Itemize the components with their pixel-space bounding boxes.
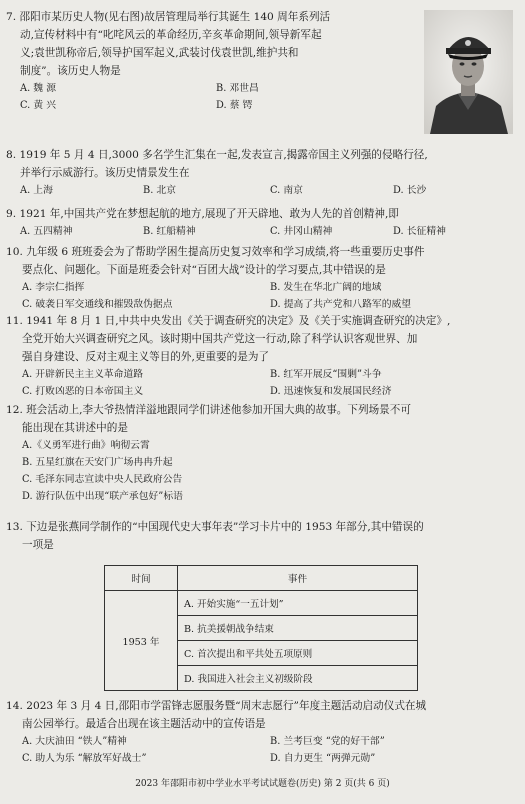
option-b[interactable]: B. 五星红旗在天安门广场冉冉升起 bbox=[22, 457, 173, 468]
question-7-options bbox=[6, 80, 426, 114]
option-c[interactable]: C. 南京 bbox=[270, 185, 303, 196]
question-11-line: 强自身建设、反对主观主义等目的外,更重要的是为了 bbox=[22, 351, 270, 363]
option-a[interactable]: A. 开辟新民主主义革命道路 bbox=[22, 369, 144, 380]
question-13-line: 13. 下边是张燕同学制作的“中国现代史大事年表”学习卡片中的 1953 年部分,其中错误的 bbox=[6, 521, 424, 533]
option-c[interactable]: C. 破袭日军交通线和摧毁敌伪据点 bbox=[22, 299, 173, 310]
question-7-line: 制度”。该历史人物是 bbox=[20, 65, 121, 77]
option-b[interactable]: B. 红船精神 bbox=[143, 226, 196, 237]
question-14-line: 南公园举行。最适合出现在该主题活动中的宣传语是 bbox=[22, 718, 266, 730]
table-header-time: 时间 bbox=[105, 566, 178, 591]
table-cell-event[interactable]: A. 开始实施“一五计划” bbox=[178, 591, 418, 616]
question-10 bbox=[6, 243, 521, 313]
option-c[interactable]: C. 毛泽东同志宣读中央人民政府公告 bbox=[22, 474, 183, 485]
question-12-line: 12. 班会活动上,李大爷热情洋溢地跟同学们讲述他参加开国大典的故事。下列场景不可 bbox=[6, 404, 411, 416]
historical-figure-portrait bbox=[424, 10, 513, 134]
page-footer: 2023 年邵阳市初中学业水平考试试题卷(历史) 第 2 页(共 6 页) bbox=[135, 779, 390, 789]
option-b[interactable]: B. 兰考巨变 “党的好干部” bbox=[270, 736, 385, 747]
question-14-line: 14. 2023 年 3 月 4 日,邵阳市学雷锋志愿服务暨“周末志愿行”年度主题活动启动仪式在城 bbox=[6, 700, 427, 712]
table-cell-event[interactable]: B. 抗美援朝战争结束 bbox=[178, 616, 418, 641]
option-a[interactable]: A.《义勇军进行曲》响彻云霄 bbox=[22, 440, 150, 451]
option-b[interactable]: B. 北京 bbox=[143, 185, 177, 196]
option-d[interactable]: D. 游行队伍中出现“联产承包好”标语 bbox=[22, 491, 183, 502]
option-b[interactable]: B. 红军开展反“围剿”斗争 bbox=[270, 369, 382, 380]
question-9-options bbox=[6, 223, 521, 240]
question-7-line: 义;袁世凯称帝后,领导护国军起义,武装讨伐袁世凯,维护共和 bbox=[20, 47, 299, 59]
option-d[interactable]: D. 蔡 锷 bbox=[216, 100, 253, 111]
table-cell-event[interactable]: D. 我国进入社会主义初级阶段 bbox=[178, 666, 418, 691]
question-12-line: 能出现在其讲述中的是 bbox=[22, 422, 128, 434]
option-c[interactable]: C. 井冈山精神 bbox=[270, 226, 333, 237]
question-9-line: 9. 1921 年,中国共产党在梦想起航的地方,展现了开天辟地、敢为人先的首创精神,即 bbox=[6, 208, 399, 220]
option-b[interactable]: B. 邓世昌 bbox=[216, 83, 259, 94]
option-b[interactable]: B. 发生在华北广阔的地域 bbox=[270, 282, 382, 293]
option-a[interactable]: A. 上海 bbox=[20, 185, 53, 196]
question-11-line: 全党开始大兴调查研究之风。该时期中国共产党这一行动,除了科学认识客观世界、加 bbox=[22, 333, 418, 345]
question-9 bbox=[6, 205, 521, 240]
option-a[interactable]: A. 李宗仁指挥 bbox=[22, 282, 85, 293]
chronology-table bbox=[104, 565, 418, 691]
table-header-event: 事件 bbox=[178, 566, 418, 591]
question-8 bbox=[6, 146, 521, 199]
question-11-line: 11. 1941 年 8 月 1 日,中共中央发出《关于调查研究的决定》及《关于实施调查研究的决定》, bbox=[6, 315, 451, 327]
option-c[interactable]: C. 黄 兴 bbox=[20, 100, 57, 111]
question-8-line: 并举行示威游行。该历史情景发生在 bbox=[20, 167, 190, 179]
portrait-image bbox=[424, 10, 513, 134]
option-c[interactable]: C. 打败凶恶的日本帝国主义 bbox=[22, 386, 144, 397]
table-header-row bbox=[105, 566, 418, 591]
option-d[interactable]: D. 迅速恢复和发展国民经济 bbox=[270, 386, 392, 397]
question-12-options bbox=[6, 437, 521, 505]
question-11 bbox=[6, 312, 521, 400]
option-a[interactable]: A. 五四精神 bbox=[20, 226, 73, 237]
question-10-line: 要点化、问题化。下面是班委会针对“百团大战”设计的学习要点,其中错误的是 bbox=[22, 264, 386, 276]
question-7-line: 7. 邵阳市某历史人物(见右图)故居管理局举行其诞生 140 周年系列活 bbox=[6, 11, 331, 23]
question-14-options bbox=[6, 733, 521, 767]
option-d[interactable]: D. 长征精神 bbox=[393, 226, 446, 237]
question-8-options bbox=[6, 182, 521, 199]
question-14 bbox=[6, 697, 521, 767]
question-11-options bbox=[6, 366, 521, 400]
option-d[interactable]: D. 提高了共产党和八路军的威望 bbox=[270, 299, 412, 310]
question-7 bbox=[6, 8, 426, 114]
table-cell-event[interactable]: C. 首次提出和平共处五项原则 bbox=[178, 641, 418, 666]
question-8-line: 8. 1919 年 5 月 4 日,3000 多名学生汇集在一起,发表宣言,揭露帝国主义列强的侵略行径, bbox=[6, 149, 428, 161]
question-13-line: 一项是 bbox=[22, 539, 54, 551]
option-a[interactable]: A. 大庆油田 “铁人”精神 bbox=[22, 736, 127, 747]
question-12 bbox=[6, 401, 521, 505]
question-10-line: 10. 九年级 6 班班委会为了帮助学困生提高历史复习效率和学习成绩,将一些重要历史事件 bbox=[6, 246, 425, 258]
option-c[interactable]: C. 助人为乐 “解放军好战士” bbox=[22, 753, 147, 764]
option-a[interactable]: A. 魏 源 bbox=[20, 83, 57, 94]
option-d[interactable]: D. 长沙 bbox=[393, 185, 427, 196]
question-13 bbox=[6, 518, 521, 554]
question-10-options bbox=[6, 279, 521, 313]
table-row bbox=[105, 591, 418, 616]
question-7-line: 动,宣传材料中有“叱咤风云的革命经历,辛亥革命期间,领导新军起 bbox=[20, 29, 322, 41]
option-d[interactable]: D. 自力更生 “两弹元勋” bbox=[270, 753, 376, 764]
table-cell-time: 1953 年 bbox=[105, 591, 178, 691]
